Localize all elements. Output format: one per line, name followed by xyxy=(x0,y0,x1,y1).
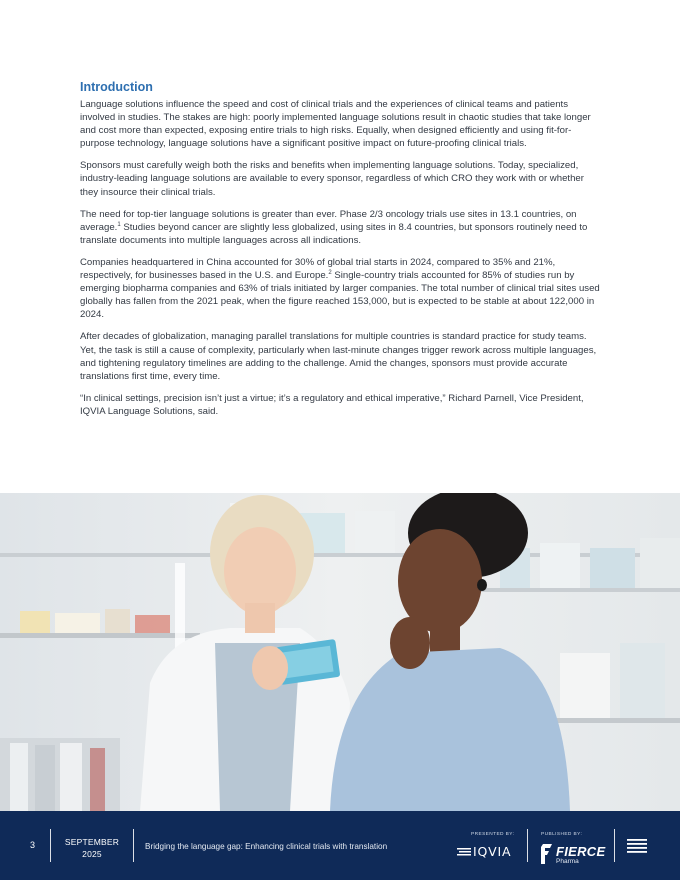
publication-title: Bridging the language gap: Enhancing clinical trials with translation xyxy=(145,842,388,851)
paragraph: Language solutions influence the speed and cost of clinical trials and the experiences of clinical teams and patients involved in studies. The stakes are high: poorly implemented language solutions result in chaotic studies that take longer and cost more than expected, exposing entire trials to high risks. Equally, when designed efficiently and using fit-for-purpose technology, language solutions have a significant positive impact on future-proofing clinical trials. xyxy=(80,99,591,150)
divider xyxy=(133,829,134,862)
page-footer xyxy=(0,811,680,880)
published-by-label: PUBLISHED BY: xyxy=(541,832,583,837)
paragraph: Sponsors must carefully weigh both the risks and benefits when implementing language solutions. Today, specialized, industry-leading language solutions are available to every sponsor, regardless of which CRO they work with or whether they insource their clinical trials. xyxy=(80,160,584,198)
fierce-logo-icon xyxy=(541,844,553,864)
paragraph-text: Single-country trials accounted for 85% of studies run by emerging biopharma companies and 63% of trials initiated by larger companies. The total number of clinical trial sites used globally has fallen from the 2021 peak, when the figure reached 153,000, but is expected to be stable at about 122,000 in 2024. xyxy=(80,270,600,321)
page-number: 3 xyxy=(30,840,36,850)
divider xyxy=(50,829,51,862)
divider xyxy=(527,829,528,862)
article-body xyxy=(80,79,602,427)
date-year: 2025 xyxy=(82,849,102,859)
iqvia-logo[interactable]: IQVIA xyxy=(473,844,512,859)
pharmacy-photo xyxy=(0,493,680,811)
paragraph xyxy=(80,208,602,247)
paragraph xyxy=(80,256,602,321)
presented-by-label: PRESENTED BY: xyxy=(471,832,515,837)
quote-paragraph: “In clinical settings, precision isn’t just a virtue; it’s a regulatory and ethical imperative,” Richard Parnell, Vice President, IQVIA Language Solutions, said. xyxy=(80,392,584,417)
footnote-ref[interactable]: 2 xyxy=(328,270,332,277)
photo-illustration xyxy=(0,493,680,811)
paragraph-text: The need for top-tier language solutions is greater than ever. Phase 2/3 oncology trials use sites in 13.1 countries, on average. xyxy=(80,208,577,233)
fierce-pharma-sub: Pharma xyxy=(556,858,579,865)
date-month: SEPTEMBER xyxy=(64,837,120,847)
paragraph: After decades of globalization, managing parallel translations for multiple countries is standard practice for study teams. Yet, the task is still a cause of complexity, particularly when last-minute changes trigger rework across multiple languages, and tightening regulatory timelines are adding to the challenge. Amid the changes, sponsors must provide accurate translations first time, every time. xyxy=(80,331,597,382)
hamburger-menu-icon[interactable] xyxy=(627,839,647,853)
divider xyxy=(614,829,615,862)
paragraph-text: Companies headquartered in China accounted for 30% of global trial starts in 2024, compared to 35% and 21%, respectively, for businesses based in the U.S. and Europe. xyxy=(80,256,556,282)
footnote-ref[interactable]: 1 xyxy=(117,221,121,228)
fierce-pharma-logo[interactable]: FIERCE xyxy=(556,844,606,859)
iqvia-logo-icon xyxy=(457,847,471,857)
paragraph-text: Studies beyond cancer are slightly less globalized, using sites in 8.4 countries, but sponsors routinely need to translate documents into multiple languages across all indications. xyxy=(80,221,588,246)
issue-date xyxy=(55,836,129,860)
section-heading: Introduction xyxy=(80,80,153,94)
